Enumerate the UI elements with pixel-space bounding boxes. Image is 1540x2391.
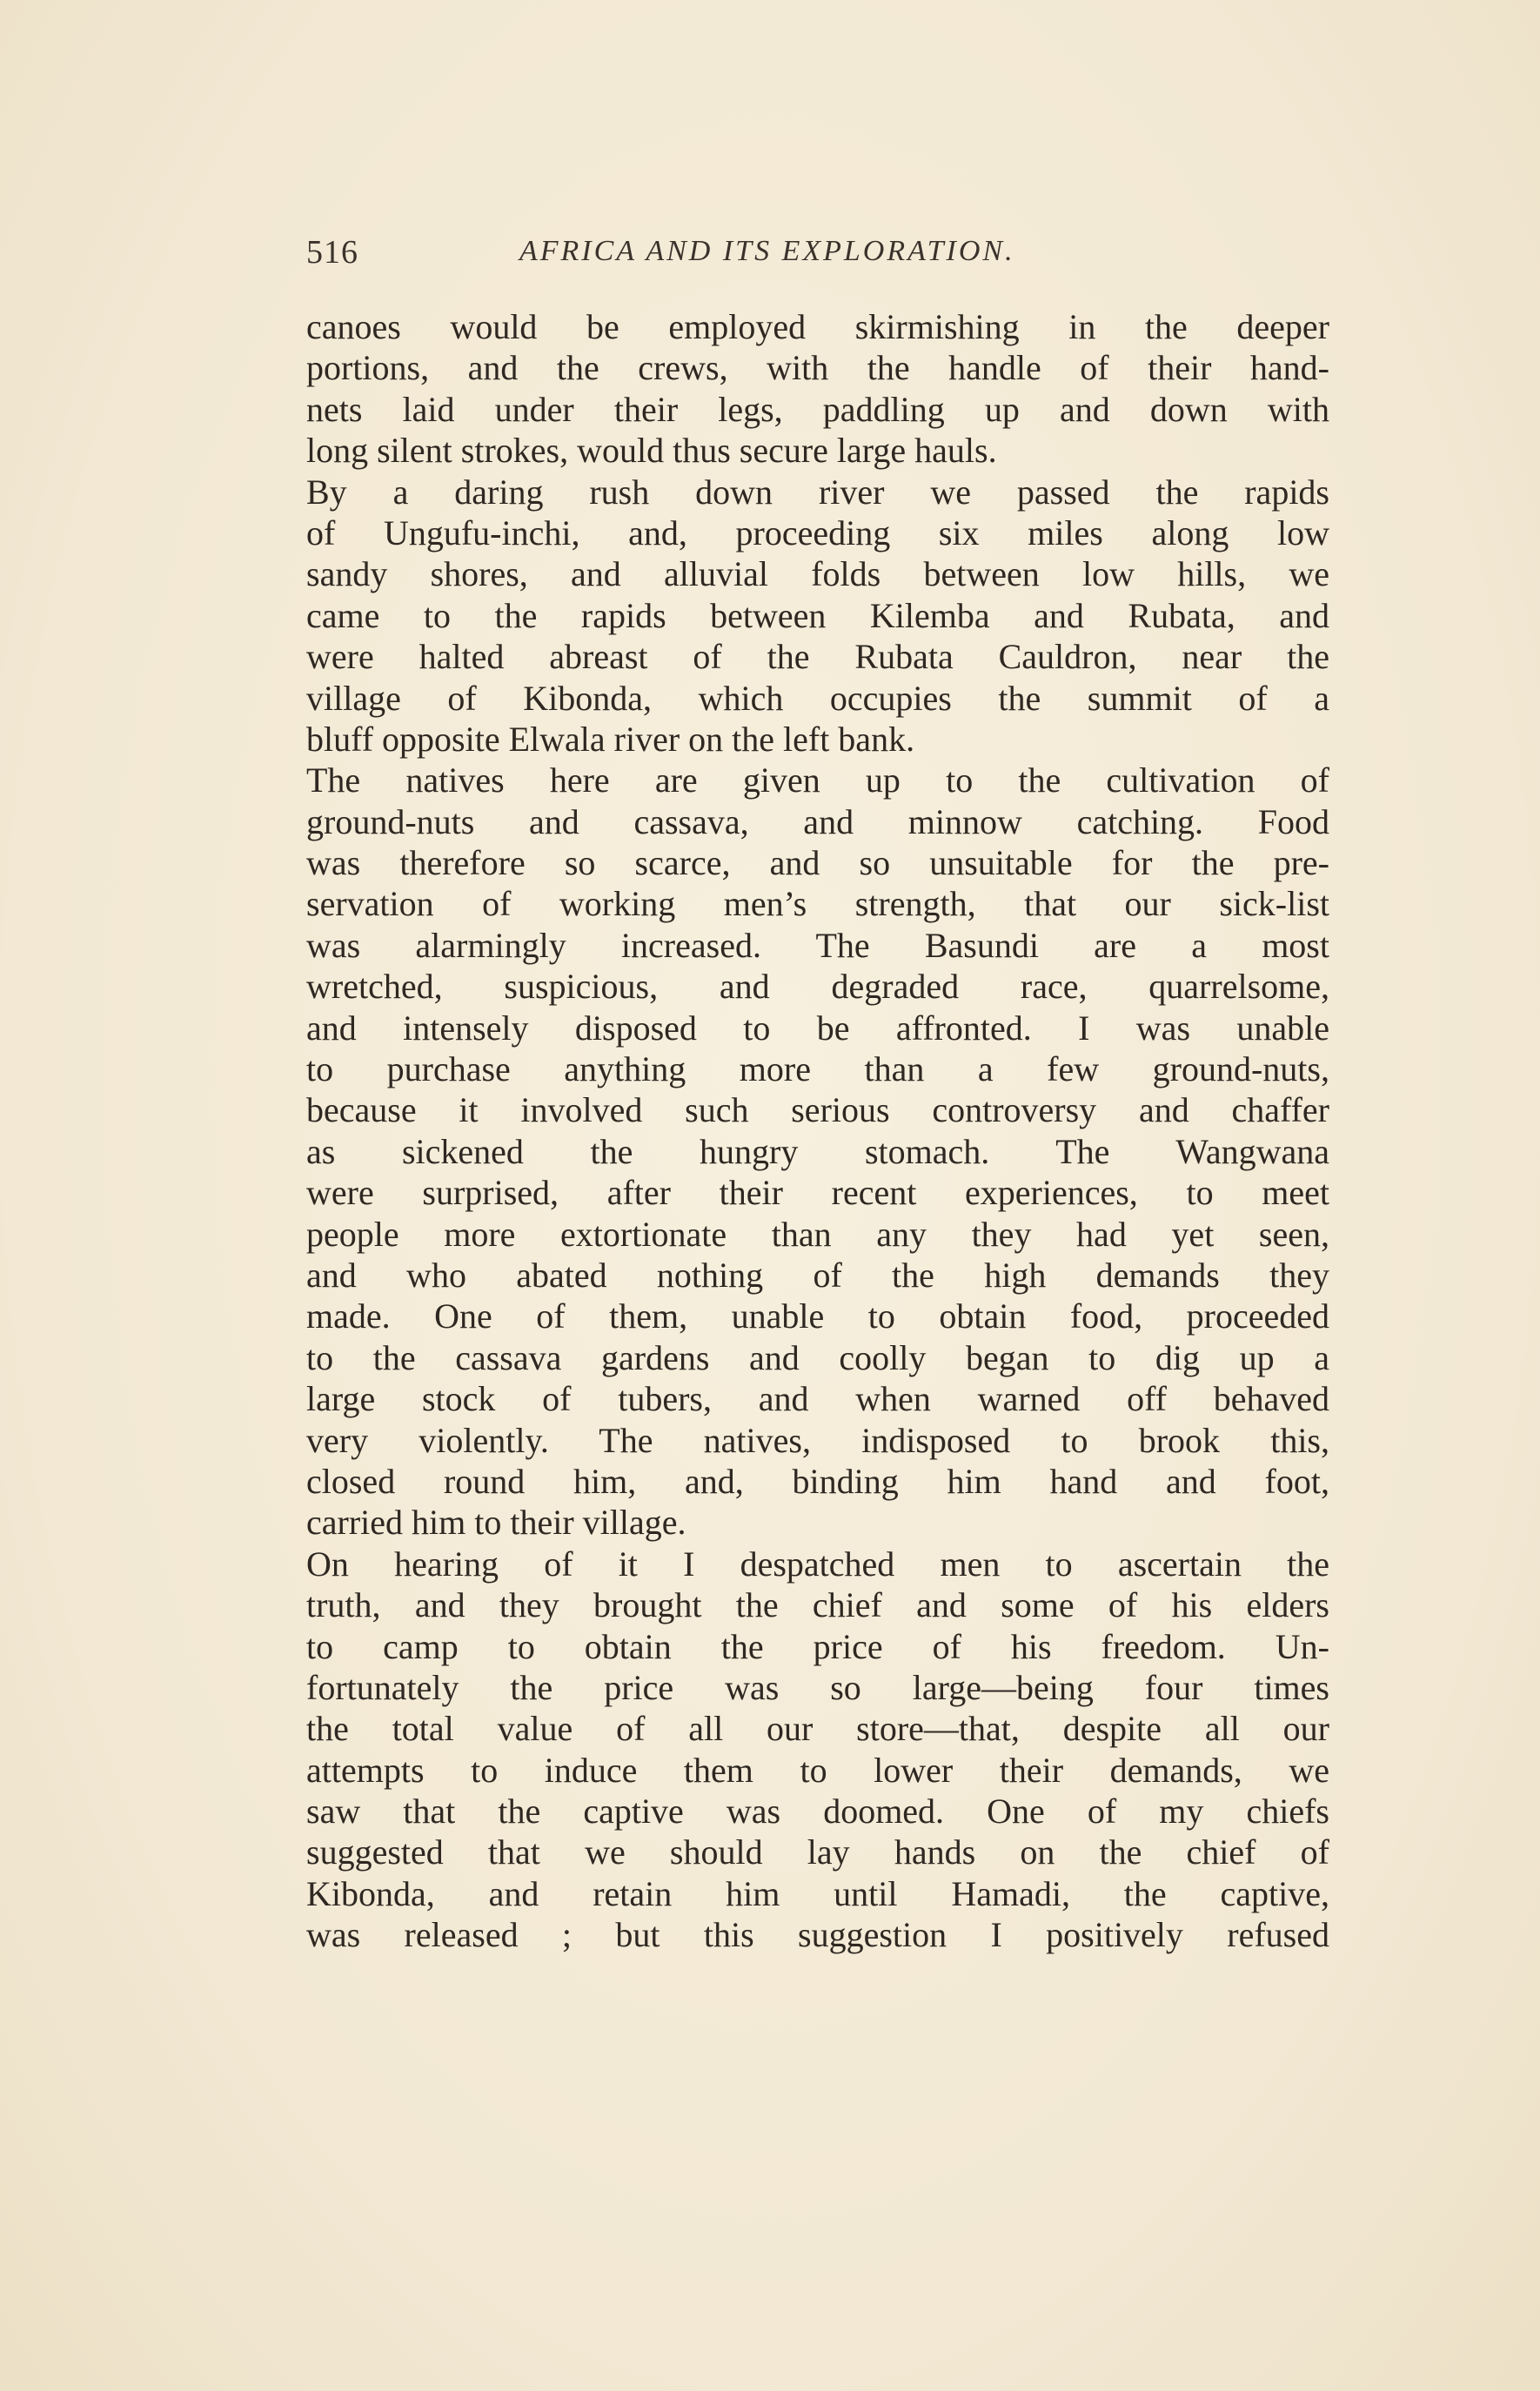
- text-line: long silent strokes, would thus secure large hauls.: [306, 431, 997, 471]
- text-line: nets laid under their legs, paddling up and down with: [306, 389, 1329, 429]
- text-line: On hearing of it I despatched men to ascertain the: [306, 1544, 1329, 1584]
- text-line: made. One of them, unable to obtain food, proceeded: [306, 1296, 1329, 1336]
- text-line: and who abated nothing of the high demands they: [306, 1255, 1329, 1295]
- running-head: AFRICA AND ITS EXPLORATION.: [519, 235, 1015, 267]
- page-number: 516: [306, 234, 358, 271]
- text-line: the total value of all our store—that, despite all our: [306, 1709, 1329, 1749]
- text-line: was alarmingly increased. The Basundi are a most: [306, 925, 1329, 965]
- text-line: closed round him, and, binding him hand and foot,: [306, 1461, 1329, 1501]
- text-line: came to the rapids between Kilemba and Rubata, and: [306, 595, 1329, 635]
- text-line: were halted abreast of the Rubata Cauldron, near the: [306, 637, 1329, 677]
- text-line: fortunately the price was so large—being four times: [306, 1667, 1329, 1707]
- text-line: as sickened the hungry stomach. The Wangwana: [306, 1131, 1329, 1171]
- page-header: [306, 233, 1333, 285]
- text-line: The natives here are given up to the cultivation of: [306, 760, 1329, 800]
- text-line: bluff opposite Elwala river on the left bank.: [306, 719, 915, 759]
- text-line: very violently. The natives, indisposed to brook this,: [306, 1420, 1329, 1460]
- text-line: carried him to their village.: [306, 1503, 686, 1543]
- text-line: to the cassava gardens and coolly began to dig up a: [306, 1337, 1329, 1377]
- text-line: Kibonda, and retain him until Hamadi, the captive,: [306, 1873, 1329, 1913]
- text-line: By a daring rush down river we passed the rapids: [306, 472, 1329, 512]
- text-line: and intensely disposed to be affronted. I was unable: [306, 1008, 1329, 1048]
- text-line: was therefore so scarce, and so unsuitable for the pre-: [306, 843, 1329, 883]
- text-line: were surprised, after their recent experiences, to meet: [306, 1173, 1329, 1213]
- text-line: was released ; but this suggestion I positively refused: [306, 1915, 1329, 1955]
- text-line: to camp to obtain the price of his freedom. Un-: [306, 1626, 1329, 1666]
- text-line: portions, and the crews, with the handle of their hand-: [306, 348, 1329, 388]
- body-text: [306, 306, 1329, 1956]
- text-line: village of Kibonda, which occupies the summit of a: [306, 678, 1329, 718]
- text-line: servation of working men’s strength, that our sick-list: [306, 884, 1329, 924]
- text-line: of Ungufu-inchi, and, proceeding six miles along low: [306, 512, 1329, 553]
- text-line: to purchase anything more than a few ground-nuts,: [306, 1049, 1329, 1089]
- text-line: ground-nuts and cassava, and minnow catching. Food: [306, 801, 1329, 841]
- text-line: large stock of tubers, and when warned off behaved: [306, 1379, 1329, 1419]
- text-line: suggested that we should lay hands on the chief of: [306, 1832, 1329, 1872]
- text-line: attempts to induce them to lower their demands, we: [306, 1750, 1329, 1790]
- text-line: saw that the captive was doomed. One of my chiefs: [306, 1792, 1329, 1832]
- text-line: canoes would be employed skirmishing in the deeper: [306, 307, 1329, 346]
- text-line: people more extortionate than any they had yet seen,: [306, 1214, 1329, 1254]
- text-line: sandy shores, and alluvial folds between low hills, we: [306, 554, 1329, 594]
- text-line: wretched, suspicious, and degraded race, quarrelsome,: [306, 967, 1329, 1007]
- text-line: because it involved such serious controversy and chaffer: [306, 1090, 1329, 1130]
- text-line: truth, and they brought the chief and some of his elders: [306, 1585, 1329, 1625]
